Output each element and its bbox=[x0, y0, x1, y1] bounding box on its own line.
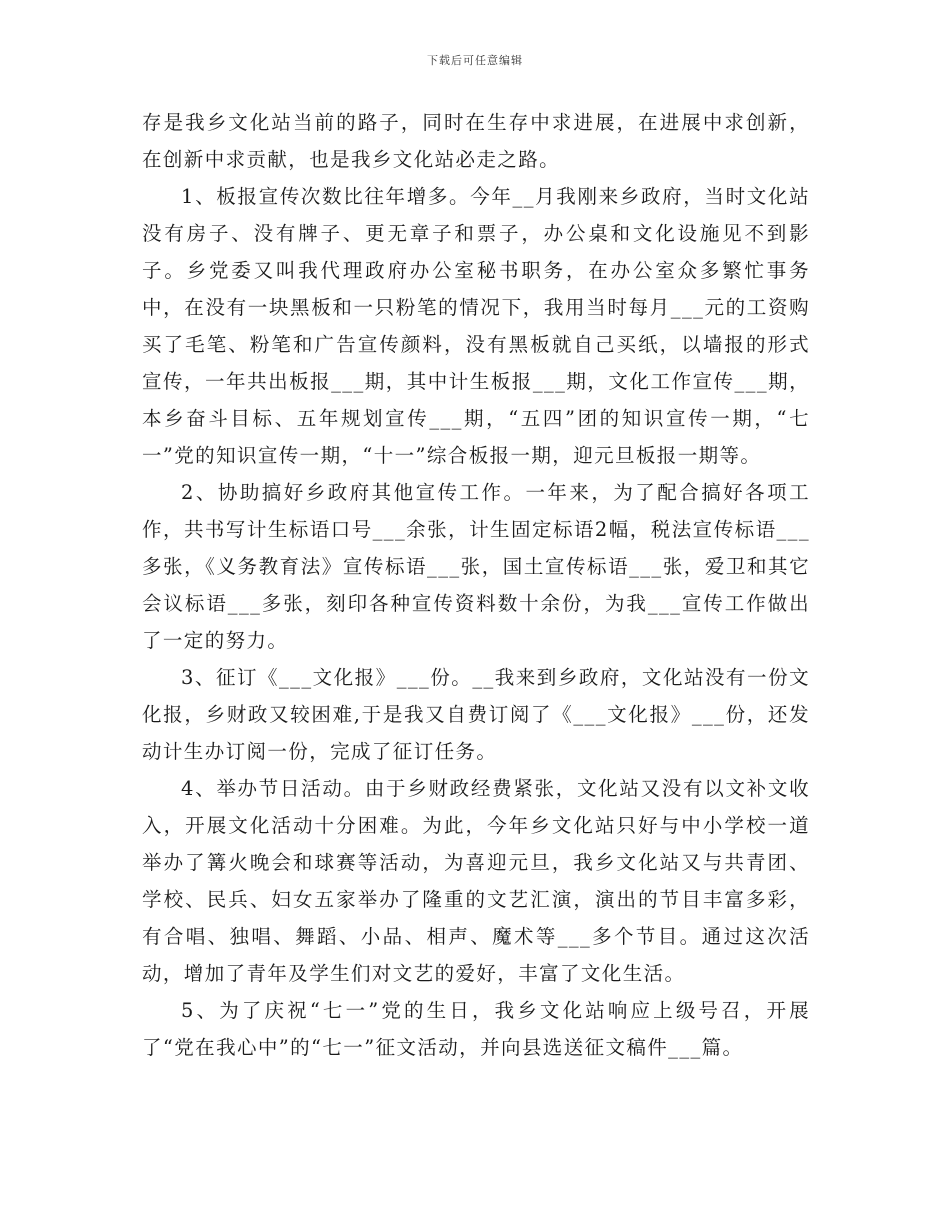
paragraph-item-4: 4、举办节日活动。由于乡财政经费紧张，文化站又没有以文补文收入，开展文化活动十分困难。为此，今年乡文化站只好与中小学校一道举办了篝火晚会和球赛等活动，为喜迎元旦，我乡文化站又与共青团、学校、民兵、妇女五家举办了隆重的文艺汇演，演出的节目丰富多彩，有合唱、独唱、舞蹈、小品、相声、魔术等___多个节目。通过这次活动，增加了青年及学生们对文艺的爱好，丰富了文化生活。 bbox=[142, 777, 810, 985]
paragraph-intro: 存是我乡文化站当前的路子，同时在生存中求进展，在进展中求创新，在创新中求贡献，也是我乡文化站必走之路。 bbox=[142, 111, 810, 171]
paragraph-item-3: 3、征订《___文化报》___份。__我来到乡政府，文化站没有一份文化报，乡财政又较困难,于是我又自费订阅了《___文化报》___份，还发动计生办订阅一份，完成了征订任务。 bbox=[142, 666, 810, 763]
paragraph-item-5: 5、为了庆祝“七一”党的生日，我乡文化站响应上级号召，开展了“党在我心中”的“七一”征文活动，并向县选送征文稿件___篇。 bbox=[142, 999, 810, 1059]
paragraph-item-2: 2、协助搞好乡政府其他宣传工作。一年来，为了配合搞好各项工作，共书写计生标语口号___余张，计生固定标语2幅，税法宣传标语___多张，《义务教育法》宣传标语___张，国土宣传标语___张，爱卫和其它会议标语___多张，刻印各种宣传资料数十余份，为我___宣传工作做出了一定的努力。 bbox=[142, 481, 810, 652]
document-body bbox=[142, 104, 810, 1066]
paragraph-item-1: 1、板报宣传次数比往年增多。今年__月我刚来乡政府，当时文化站没有房子、没有牌子、更无章子和票子，办公桌和文化设施见不到影子。乡党委又叫我代理政府办公室秘书职务，在办公室众多繁忙事务中，在没有一块黑板和一只粉笔的情况下，我用当时每月___元的工资购买了毛笔、粉笔和广告宣传颜料，没有黑板就自己买纸，以墙报的形式宣传，一年共出板报___期，其中计生板报___期，文化工作宣传___期，本乡奋斗目标、五年规划宣传___期，“五四”团的知识宣传一期，“七一”党的知识宣传一期，“十一”综合板报一期，迎元旦板报一期等。 bbox=[142, 185, 810, 467]
page-header: 下载后可任意编辑 bbox=[427, 54, 523, 67]
